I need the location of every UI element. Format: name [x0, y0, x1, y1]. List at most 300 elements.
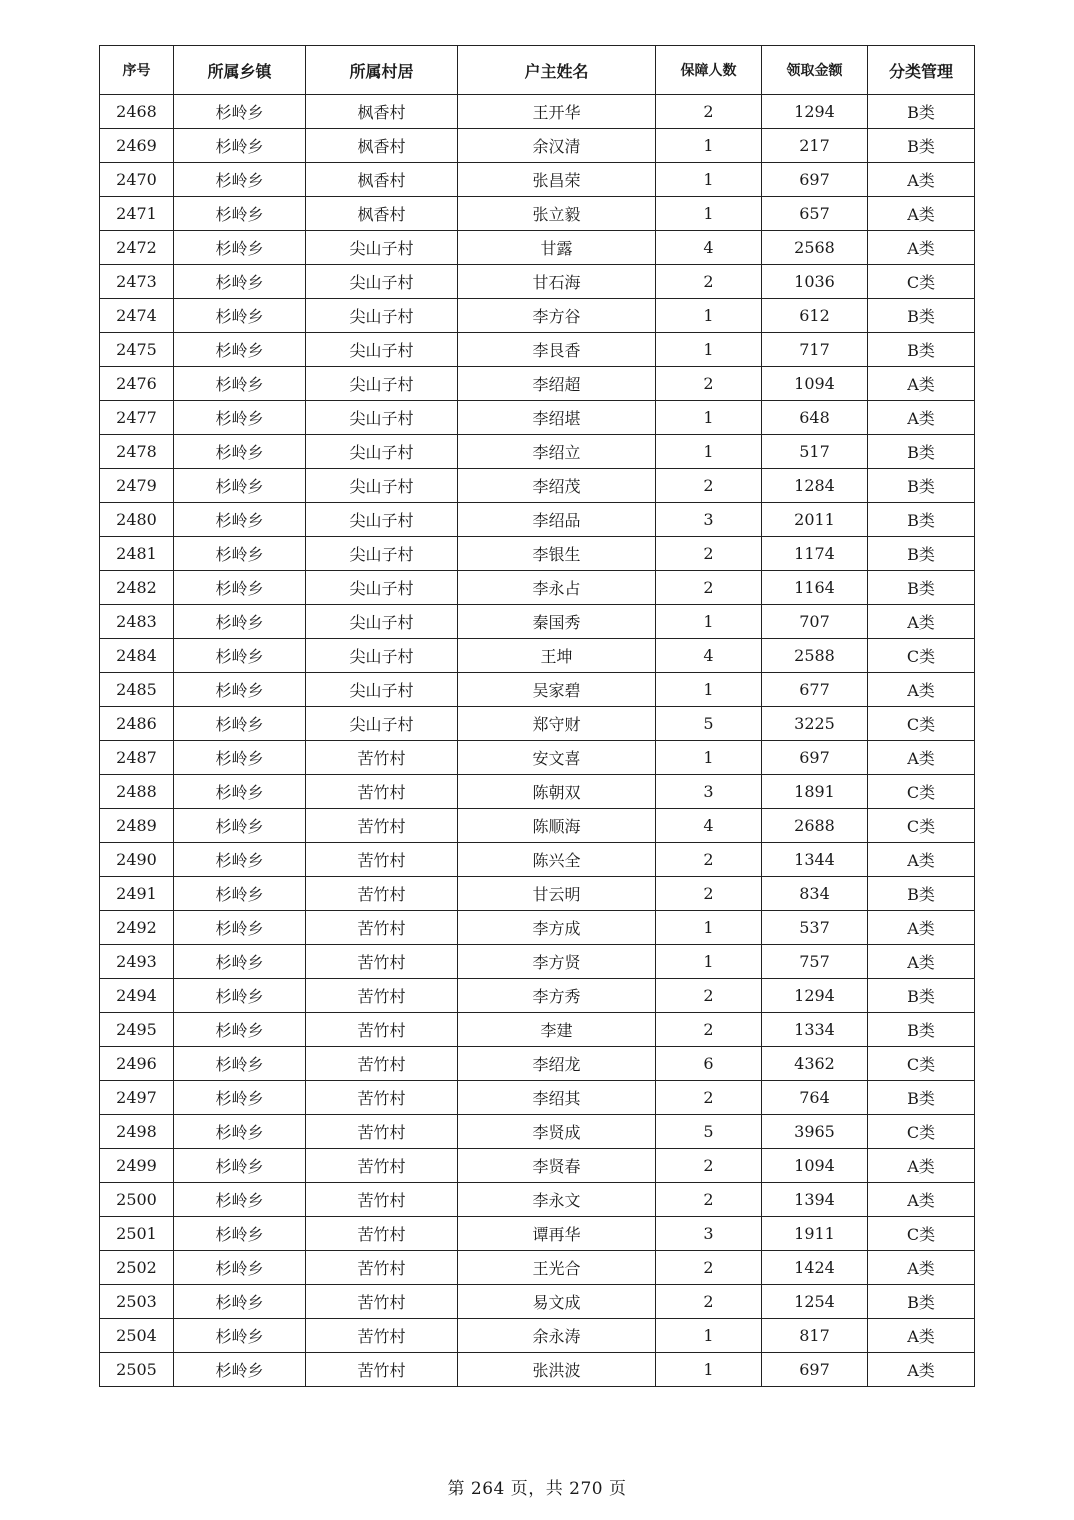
- covered-persons-cell: 2: [656, 1285, 762, 1319]
- amount-cell: 3965: [762, 1115, 868, 1149]
- serial-number-cell: 2490: [100, 843, 174, 877]
- township-cell: 杉岭乡: [174, 877, 306, 911]
- table-row: [100, 469, 975, 503]
- table-row: [100, 775, 975, 809]
- category-cell: B类: [868, 1081, 975, 1115]
- covered-persons-cell: 2: [656, 979, 762, 1013]
- serial-number-cell: 2480: [100, 503, 174, 537]
- table-row: [100, 367, 975, 401]
- householder-name-cell: 李绍龙: [458, 1047, 656, 1081]
- amount-cell: 1174: [762, 537, 868, 571]
- amount-cell: 757: [762, 945, 868, 979]
- township-cell: 杉岭乡: [174, 1285, 306, 1319]
- village-cell: 苦竹村: [306, 1149, 458, 1183]
- township-cell: 杉岭乡: [174, 673, 306, 707]
- table-row: [100, 503, 975, 537]
- category-cell: A类: [868, 911, 975, 945]
- township-cell: 杉岭乡: [174, 1183, 306, 1217]
- serial-number-cell: 2488: [100, 775, 174, 809]
- serial-number-cell: 2474: [100, 299, 174, 333]
- covered-persons-cell: 2: [656, 469, 762, 503]
- village-cell: 苦竹村: [306, 1047, 458, 1081]
- amount-cell: 707: [762, 605, 868, 639]
- serial-number-cell: 2495: [100, 1013, 174, 1047]
- householder-name-cell: 李方谷: [458, 299, 656, 333]
- householder-name-cell: 李方秀: [458, 979, 656, 1013]
- amount-cell: 4362: [762, 1047, 868, 1081]
- serial-number-cell: 2485: [100, 673, 174, 707]
- category-cell: C类: [868, 265, 975, 299]
- amount-cell: 1911: [762, 1217, 868, 1251]
- serial-number-cell: 2498: [100, 1115, 174, 1149]
- township-cell: 杉岭乡: [174, 503, 306, 537]
- header-householder-name: 户主姓名: [458, 46, 656, 95]
- amount-cell: 1334: [762, 1013, 868, 1047]
- serial-number-cell: 2469: [100, 129, 174, 163]
- table-row: [100, 1149, 975, 1183]
- householder-name-cell: 王坤: [458, 639, 656, 673]
- serial-number-cell: 2504: [100, 1319, 174, 1353]
- table-row: [100, 265, 975, 299]
- householder-name-cell: 李绍品: [458, 503, 656, 537]
- table-body: [100, 95, 975, 1387]
- category-cell: A类: [868, 843, 975, 877]
- householder-name-cell: 甘露: [458, 231, 656, 265]
- amount-cell: 2588: [762, 639, 868, 673]
- township-cell: 杉岭乡: [174, 945, 306, 979]
- householder-name-cell: 李永占: [458, 571, 656, 605]
- covered-persons-cell: 1: [656, 1319, 762, 1353]
- amount-cell: 1891: [762, 775, 868, 809]
- category-cell: B类: [868, 333, 975, 367]
- table-row: [100, 299, 975, 333]
- householder-name-cell: 余永涛: [458, 1319, 656, 1353]
- category-cell: A类: [868, 1251, 975, 1285]
- category-cell: A类: [868, 1319, 975, 1353]
- table-row: [100, 1217, 975, 1251]
- table-row: [100, 571, 975, 605]
- householder-name-cell: 安文喜: [458, 741, 656, 775]
- village-cell: 尖山子村: [306, 401, 458, 435]
- township-cell: 杉岭乡: [174, 299, 306, 333]
- covered-persons-cell: 2: [656, 367, 762, 401]
- covered-persons-cell: 1: [656, 435, 762, 469]
- village-cell: 枫香村: [306, 163, 458, 197]
- serial-number-cell: 2470: [100, 163, 174, 197]
- serial-number-cell: 2475: [100, 333, 174, 367]
- covered-persons-cell: 2: [656, 1081, 762, 1115]
- covered-persons-cell: 1: [656, 1353, 762, 1387]
- page-number-footer: 第 264 页，共 270 页: [447, 1479, 627, 1499]
- householder-name-cell: 吴家碧: [458, 673, 656, 707]
- township-cell: 杉岭乡: [174, 197, 306, 231]
- header-township: 所属乡镇: [174, 46, 306, 95]
- village-cell: 苦竹村: [306, 1251, 458, 1285]
- covered-persons-cell: 2: [656, 1013, 762, 1047]
- amount-cell: 717: [762, 333, 868, 367]
- householder-name-cell: 李贤成: [458, 1115, 656, 1149]
- amount-cell: 657: [762, 197, 868, 231]
- township-cell: 杉岭乡: [174, 231, 306, 265]
- householder-name-cell: 张洪波: [458, 1353, 656, 1387]
- village-cell: 尖山子村: [306, 537, 458, 571]
- householder-name-cell: 李贤春: [458, 1149, 656, 1183]
- category-cell: A类: [868, 367, 975, 401]
- amount-cell: 2568: [762, 231, 868, 265]
- category-cell: B类: [868, 1285, 975, 1319]
- village-cell: 尖山子村: [306, 469, 458, 503]
- covered-persons-cell: 4: [656, 231, 762, 265]
- category-cell: A类: [868, 231, 975, 265]
- category-cell: B类: [868, 95, 975, 129]
- township-cell: 杉岭乡: [174, 1047, 306, 1081]
- table-row: [100, 129, 975, 163]
- amount-cell: 1294: [762, 95, 868, 129]
- township-cell: 杉岭乡: [174, 333, 306, 367]
- amount-cell: 677: [762, 673, 868, 707]
- header-serial-number: 序号: [100, 46, 174, 95]
- covered-persons-cell: 1: [656, 673, 762, 707]
- header-amount-received: 领取金额: [762, 46, 868, 95]
- category-cell: B类: [868, 1013, 975, 1047]
- table-row: [100, 1115, 975, 1149]
- covered-persons-cell: 1: [656, 129, 762, 163]
- township-cell: 杉岭乡: [174, 469, 306, 503]
- header-category: 分类管理: [868, 46, 975, 95]
- covered-persons-cell: 1: [656, 945, 762, 979]
- amount-cell: 3225: [762, 707, 868, 741]
- category-cell: A类: [868, 1353, 975, 1387]
- township-cell: 杉岭乡: [174, 741, 306, 775]
- village-cell: 苦竹村: [306, 945, 458, 979]
- township-cell: 杉岭乡: [174, 1013, 306, 1047]
- category-cell: C类: [868, 1217, 975, 1251]
- table-row: [100, 1013, 975, 1047]
- village-cell: 苦竹村: [306, 1285, 458, 1319]
- category-cell: B类: [868, 435, 975, 469]
- header-village: 所属村居: [306, 46, 458, 95]
- householder-name-cell: 李绍超: [458, 367, 656, 401]
- covered-persons-cell: 5: [656, 707, 762, 741]
- category-cell: C类: [868, 1047, 975, 1081]
- amount-cell: 1294: [762, 979, 868, 1013]
- amount-cell: 764: [762, 1081, 868, 1115]
- amount-cell: 834: [762, 877, 868, 911]
- serial-number-cell: 2483: [100, 605, 174, 639]
- serial-number-cell: 2482: [100, 571, 174, 605]
- category-cell: C类: [868, 809, 975, 843]
- village-cell: 苦竹村: [306, 1319, 458, 1353]
- amount-cell: 537: [762, 911, 868, 945]
- serial-number-cell: 2491: [100, 877, 174, 911]
- village-cell: 枫香村: [306, 95, 458, 129]
- township-cell: 杉岭乡: [174, 367, 306, 401]
- covered-persons-cell: 6: [656, 1047, 762, 1081]
- table-row: [100, 639, 975, 673]
- category-cell: A类: [868, 741, 975, 775]
- header-covered-persons: 保障人数: [656, 46, 762, 95]
- covered-persons-cell: 2: [656, 95, 762, 129]
- township-cell: 杉岭乡: [174, 775, 306, 809]
- category-cell: C类: [868, 775, 975, 809]
- amount-cell: 612: [762, 299, 868, 333]
- covered-persons-cell: 2: [656, 1183, 762, 1217]
- householder-name-cell: 谭再华: [458, 1217, 656, 1251]
- table-row: [100, 877, 975, 911]
- category-cell: A类: [868, 605, 975, 639]
- serial-number-cell: 2486: [100, 707, 174, 741]
- householder-name-cell: 张昌荣: [458, 163, 656, 197]
- covered-persons-cell: 1: [656, 741, 762, 775]
- category-cell: B类: [868, 469, 975, 503]
- village-cell: 苦竹村: [306, 775, 458, 809]
- category-cell: B类: [868, 129, 975, 163]
- village-cell: 尖山子村: [306, 639, 458, 673]
- table-row: [100, 163, 975, 197]
- serial-number-cell: 2489: [100, 809, 174, 843]
- householder-name-cell: 王开华: [458, 95, 656, 129]
- category-cell: C类: [868, 1115, 975, 1149]
- table-row: [100, 1285, 975, 1319]
- householder-name-cell: 余汉清: [458, 129, 656, 163]
- village-cell: 苦竹村: [306, 979, 458, 1013]
- amount-cell: 217: [762, 129, 868, 163]
- serial-number-cell: 2505: [100, 1353, 174, 1387]
- covered-persons-cell: 2: [656, 1251, 762, 1285]
- covered-persons-cell: 1: [656, 911, 762, 945]
- covered-persons-cell: 4: [656, 809, 762, 843]
- table-row: [100, 605, 975, 639]
- township-cell: 杉岭乡: [174, 809, 306, 843]
- covered-persons-cell: 3: [656, 1217, 762, 1251]
- householder-name-cell: 李方成: [458, 911, 656, 945]
- township-cell: 杉岭乡: [174, 979, 306, 1013]
- table-row: [100, 401, 975, 435]
- amount-cell: 2688: [762, 809, 868, 843]
- amount-cell: 1344: [762, 843, 868, 877]
- covered-persons-cell: 3: [656, 503, 762, 537]
- serial-number-cell: 2481: [100, 537, 174, 571]
- serial-number-cell: 2487: [100, 741, 174, 775]
- serial-number-cell: 2493: [100, 945, 174, 979]
- township-cell: 杉岭乡: [174, 571, 306, 605]
- township-cell: 杉岭乡: [174, 1251, 306, 1285]
- householder-name-cell: 甘云明: [458, 877, 656, 911]
- header-row: [100, 46, 975, 95]
- category-cell: B类: [868, 299, 975, 333]
- township-cell: 杉岭乡: [174, 605, 306, 639]
- amount-cell: 1424: [762, 1251, 868, 1285]
- township-cell: 杉岭乡: [174, 95, 306, 129]
- village-cell: 尖山子村: [306, 231, 458, 265]
- village-cell: 尖山子村: [306, 333, 458, 367]
- table-header: [100, 46, 975, 95]
- covered-persons-cell: 1: [656, 333, 762, 367]
- township-cell: 杉岭乡: [174, 1115, 306, 1149]
- covered-persons-cell: 2: [656, 571, 762, 605]
- village-cell: 苦竹村: [306, 1353, 458, 1387]
- serial-number-cell: 2501: [100, 1217, 174, 1251]
- householder-name-cell: 李建: [458, 1013, 656, 1047]
- serial-number-cell: 2471: [100, 197, 174, 231]
- category-cell: A类: [868, 401, 975, 435]
- serial-number-cell: 2478: [100, 435, 174, 469]
- householder-name-cell: 陈兴全: [458, 843, 656, 877]
- category-cell: C类: [868, 707, 975, 741]
- village-cell: 苦竹村: [306, 809, 458, 843]
- township-cell: 杉岭乡: [174, 1217, 306, 1251]
- serial-number-cell: 2473: [100, 265, 174, 299]
- householder-name-cell: 陈顺海: [458, 809, 656, 843]
- covered-persons-cell: 2: [656, 843, 762, 877]
- householder-name-cell: 李绍茂: [458, 469, 656, 503]
- township-cell: 杉岭乡: [174, 1353, 306, 1387]
- village-cell: 尖山子村: [306, 707, 458, 741]
- table-row: [100, 435, 975, 469]
- householder-name-cell: 郑守财: [458, 707, 656, 741]
- amount-cell: 697: [762, 741, 868, 775]
- village-cell: 尖山子村: [306, 367, 458, 401]
- category-cell: B类: [868, 537, 975, 571]
- table-row: [100, 95, 975, 129]
- table-row: [100, 809, 975, 843]
- township-cell: 杉岭乡: [174, 129, 306, 163]
- amount-cell: 1394: [762, 1183, 868, 1217]
- category-cell: C类: [868, 639, 975, 673]
- category-cell: B类: [868, 979, 975, 1013]
- covered-persons-cell: 2: [656, 1149, 762, 1183]
- village-cell: 苦竹村: [306, 1081, 458, 1115]
- village-cell: 尖山子村: [306, 299, 458, 333]
- amount-cell: 517: [762, 435, 868, 469]
- covered-persons-cell: 4: [656, 639, 762, 673]
- category-cell: A类: [868, 1149, 975, 1183]
- amount-cell: 648: [762, 401, 868, 435]
- category-cell: B类: [868, 503, 975, 537]
- amount-cell: 817: [762, 1319, 868, 1353]
- township-cell: 杉岭乡: [174, 265, 306, 299]
- category-cell: A类: [868, 945, 975, 979]
- village-cell: 尖山子村: [306, 673, 458, 707]
- householder-name-cell: 易文成: [458, 1285, 656, 1319]
- amount-cell: 1094: [762, 1149, 868, 1183]
- township-cell: 杉岭乡: [174, 707, 306, 741]
- covered-persons-cell: 2: [656, 877, 762, 911]
- serial-number-cell: 2477: [100, 401, 174, 435]
- amount-cell: 1164: [762, 571, 868, 605]
- table-row: [100, 1047, 975, 1081]
- village-cell: 苦竹村: [306, 1013, 458, 1047]
- table-row: [100, 843, 975, 877]
- village-cell: 尖山子村: [306, 571, 458, 605]
- village-cell: 苦竹村: [306, 1183, 458, 1217]
- category-cell: B类: [868, 877, 975, 911]
- amount-cell: 1254: [762, 1285, 868, 1319]
- amount-cell: 1094: [762, 367, 868, 401]
- amount-cell: 1036: [762, 265, 868, 299]
- amount-cell: 2011: [762, 503, 868, 537]
- amount-cell: 697: [762, 1353, 868, 1387]
- householder-name-cell: 李绍立: [458, 435, 656, 469]
- serial-number-cell: 2476: [100, 367, 174, 401]
- village-cell: 苦竹村: [306, 911, 458, 945]
- table-row: [100, 945, 975, 979]
- householder-name-cell: 王光合: [458, 1251, 656, 1285]
- village-cell: 苦竹村: [306, 1217, 458, 1251]
- village-cell: 枫香村: [306, 197, 458, 231]
- serial-number-cell: 2479: [100, 469, 174, 503]
- table-row: [100, 537, 975, 571]
- village-cell: 苦竹村: [306, 1115, 458, 1149]
- table-row: [100, 979, 975, 1013]
- householder-name-cell: 张立毅: [458, 197, 656, 231]
- assistance-roster-table: [99, 45, 975, 1387]
- amount-cell: 1284: [762, 469, 868, 503]
- covered-persons-cell: 1: [656, 299, 762, 333]
- covered-persons-cell: 1: [656, 163, 762, 197]
- serial-number-cell: 2494: [100, 979, 174, 1013]
- township-cell: 杉岭乡: [174, 911, 306, 945]
- householder-name-cell: 李艮香: [458, 333, 656, 367]
- township-cell: 杉岭乡: [174, 1081, 306, 1115]
- table-row: [100, 1183, 975, 1217]
- table-row: [100, 707, 975, 741]
- householder-name-cell: 秦国秀: [458, 605, 656, 639]
- township-cell: 杉岭乡: [174, 1149, 306, 1183]
- serial-number-cell: 2502: [100, 1251, 174, 1285]
- householder-name-cell: 甘石海: [458, 265, 656, 299]
- category-cell: A类: [868, 1183, 975, 1217]
- village-cell: 尖山子村: [306, 435, 458, 469]
- table-row: [100, 1081, 975, 1115]
- township-cell: 杉岭乡: [174, 843, 306, 877]
- table-row: [100, 673, 975, 707]
- serial-number-cell: 2472: [100, 231, 174, 265]
- serial-number-cell: 2468: [100, 95, 174, 129]
- village-cell: 枫香村: [306, 129, 458, 163]
- category-cell: B类: [868, 571, 975, 605]
- table-row: [100, 197, 975, 231]
- village-cell: 苦竹村: [306, 741, 458, 775]
- village-cell: 尖山子村: [306, 503, 458, 537]
- village-cell: 苦竹村: [306, 843, 458, 877]
- householder-name-cell: 李绍其: [458, 1081, 656, 1115]
- table-row: [100, 1319, 975, 1353]
- table-row: [100, 741, 975, 775]
- serial-number-cell: 2497: [100, 1081, 174, 1115]
- householder-name-cell: 陈朝双: [458, 775, 656, 809]
- serial-number-cell: 2503: [100, 1285, 174, 1319]
- township-cell: 杉岭乡: [174, 639, 306, 673]
- township-cell: 杉岭乡: [174, 537, 306, 571]
- table-row: [100, 1251, 975, 1285]
- table-row: [100, 231, 975, 265]
- covered-persons-cell: 2: [656, 265, 762, 299]
- township-cell: 杉岭乡: [174, 163, 306, 197]
- township-cell: 杉岭乡: [174, 401, 306, 435]
- serial-number-cell: 2500: [100, 1183, 174, 1217]
- table-row: [100, 1353, 975, 1387]
- category-cell: A类: [868, 673, 975, 707]
- table-row: [100, 333, 975, 367]
- householder-name-cell: 李银生: [458, 537, 656, 571]
- householder-name-cell: 李方贤: [458, 945, 656, 979]
- covered-persons-cell: 1: [656, 605, 762, 639]
- township-cell: 杉岭乡: [174, 1319, 306, 1353]
- covered-persons-cell: 1: [656, 401, 762, 435]
- table-row: [100, 911, 975, 945]
- village-cell: 尖山子村: [306, 265, 458, 299]
